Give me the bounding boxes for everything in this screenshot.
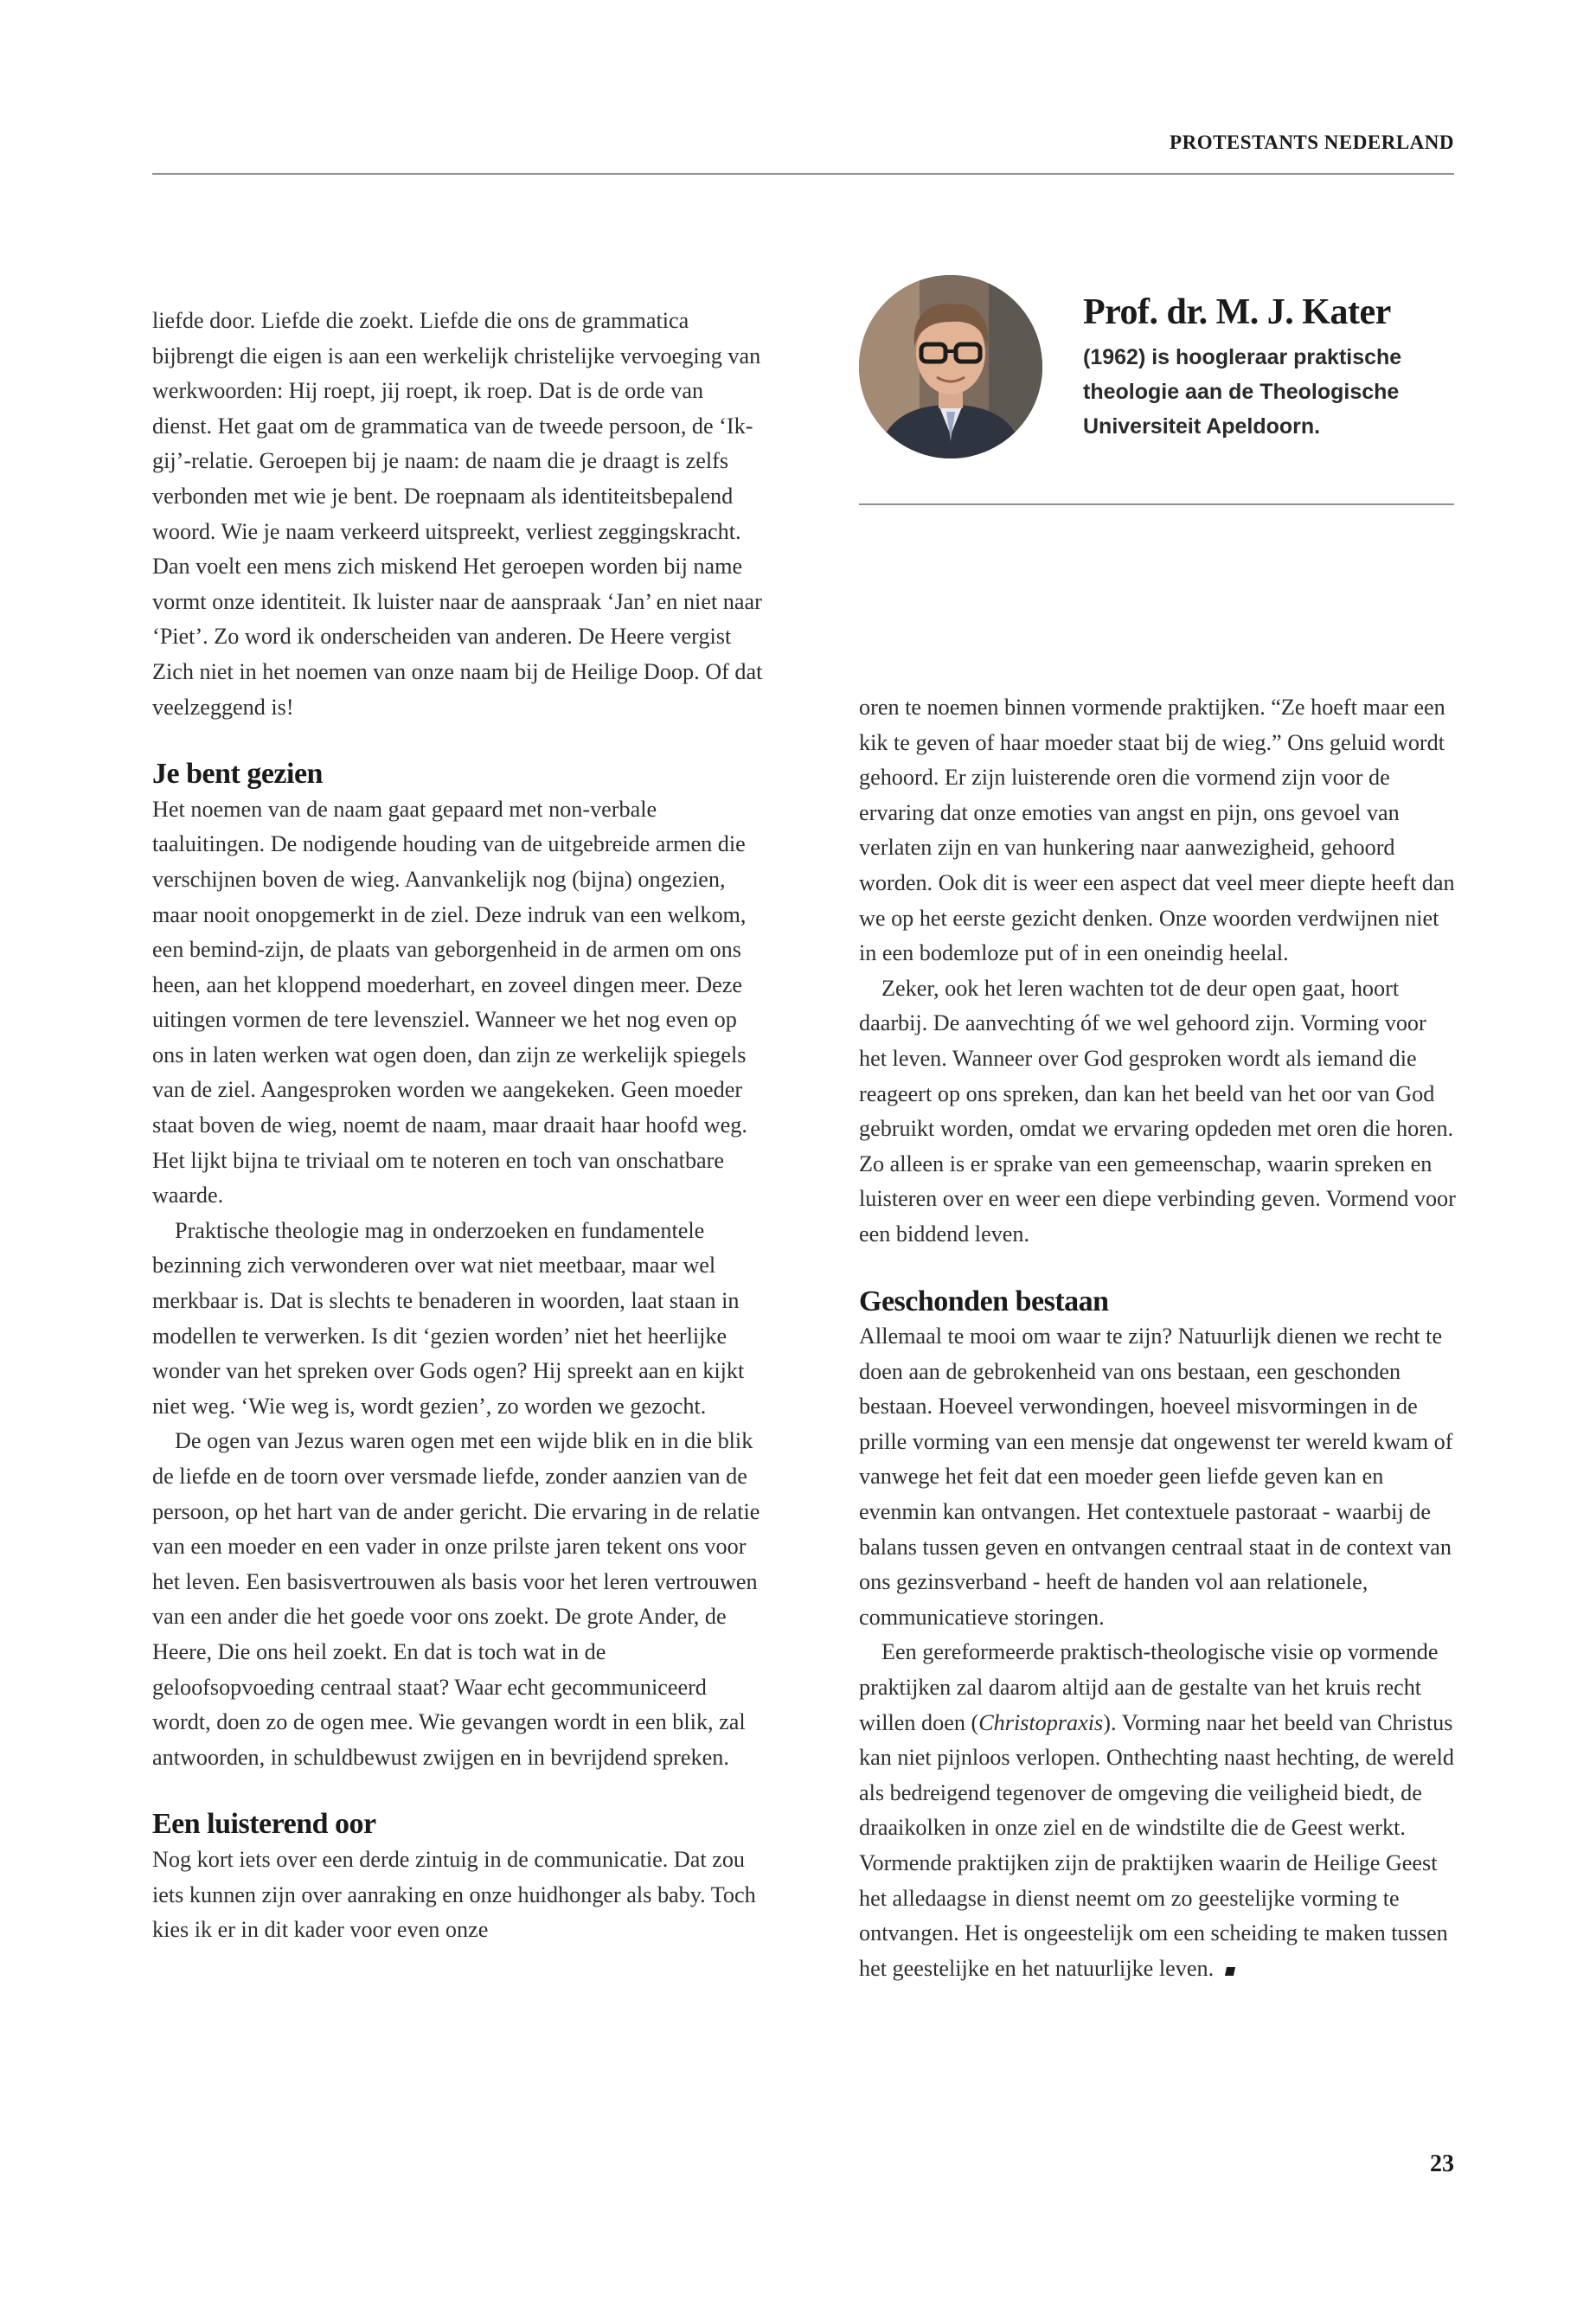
portrait-illustration xyxy=(859,275,1042,458)
paragraph: Praktische theologie mag in onderzoeken en fundamentele bezinning zich verwonderen over wat niet meetbaar, maar wel merkbaar is. Dat is slechts te benaderen in woorden, laat staan in modellen te verwerken. Is dit ‘gezien worden’ niet het heerlijke wonder van het spreken over Gods ogen? Hij spreekt aan en kijkt niet weg. ‘Wie weg is, wordt gezien’, zo worden we gezocht. xyxy=(152,1217,745,1419)
author-name: Prof. dr. M. J. Kater xyxy=(1083,292,1391,332)
author-divider xyxy=(859,503,1454,505)
page-number: 23 xyxy=(1430,2150,1454,2177)
paragraph-text: ). Vorming naar het beeld van Christus kan niet pijnloos verlopen. Onthechting naast hechting, de wereld als bedreigend tegenover de omgeving die veiligheid biedt, de draaikolken in onze ziel en de windstilte die de Geest werkt. Vormende praktijken zijn de praktijken waarin de Heilige Geest het alledaagse in dienst neemt om zo geestelijke vorming te ontvangen. Het is ongeestelijk om een scheiding te maken tussen het geestelijke en het natuurlijke leven. xyxy=(859,1709,1454,1981)
paragraph: De ogen van Jezus waren ogen met een wijde blik en in die blik de liefde en de toorn over versmade liefde, zonder aanzien van de persoon, op het hart van de ander gericht. Die ervaring in de relatie van een moeder en een vader in onze prilste jaren tekent ons voor het leven. Een basisvertrouwen als basis voor het leren vertrouwen van een ander die het goede voor ons zoekt. De grote Ander, de Heere, Die ons heil zoekt. En dat is toch wat in de geloofsopvoeding centraal staat? Waar echt gecommuniceerd wordt, doen zo de ogen mee. Wie gevangen wordt in een blik, zal antwoorden, in schuldbewust zwijgen en in bevrijdend spreken. xyxy=(152,1428,760,1770)
paragraph: Het noemen van de naam gaat gepaard met non-verbale taaluitingen. De nodigende houding van de uitgebreide armen die verschijnen boven de wieg. Aanvankelijk nog (bijna) ongezien, maar nooit onopgemerkt in de ziel. Deze indruk van een welkom, een bemind-zijn, de plaats van geborgenheid in de armen om ons heen, aan het kloppend moederhart, en zoveel dingen meer. Deze uitingen vormen de tere levensziel. Wanneer we het nog even op ons in laten werken wat ogen doen, dan zijn ze werkelijk spiegels van de ziel. Aangesproken worden we aangekeken. Geen moeder staat boven de wieg, noemt de naam, maar draait haar hoofd weg. Het lijkt bijna te triviaal om te noteren en toch van onschatbare waarde. xyxy=(152,796,747,1208)
paragraph-text: Een gereformeerde praktisch-theologische visie op vormende praktijken zal daarom altijd aan de gestalte van het kruis recht willen doen ( xyxy=(859,1639,1439,1735)
heading-je-bent-gezien: Je bent gezien xyxy=(152,758,323,791)
paragraph: Nog kort iets over een derde zintuig in de communicatie. Dat zou iets kunnen zijn over aanraking en onze huidhonger als baby. Toch kies ik er in dit kader voor even onze xyxy=(152,1846,756,1943)
right-column xyxy=(859,690,1456,1986)
section-header: PROTESTANTS NEDERLAND xyxy=(1170,131,1454,153)
paragraph: Allemaal te mooi om waar te zijn? Natuurlijk dienen we recht te doen aan de gebrokenheid van ons bestaan, een geschonden bestaan. Hoeveel verwondingen, hoeveel misvormingen in de prille vorming van een mensje dat ongewenst ter wereld kwam of vanwege het feit dat een moeder geen liefde geven kan en evenmin kan ontvangen. Het contextuele pastoraat - waarbij de balans tussen geven en ontvangen centraal staat in de context van ons gezinsverband - heeft de handen vol aan relationele, communicatieve storingen. xyxy=(859,1324,1453,1630)
end-of-article-icon xyxy=(1225,1967,1235,1976)
author-bio: (1962) is hoogleraar praktische theologie aan de Theologische Universiteit Apeldoorn. xyxy=(1083,345,1402,439)
author-portrait xyxy=(859,275,1042,458)
emphasis-christopraxis: Christopraxis xyxy=(978,1709,1104,1735)
header-divider xyxy=(152,173,1454,175)
left-column xyxy=(152,304,765,1948)
paragraph: Zeker, ook het leren wachten tot de deur open gaat, hoort daarbij. De aanvechting óf we wel gehoord zijn. Vorming voor het leven. Wanneer over God gesproken wordt als iemand die reageert op ons spreken, dan kan het beeld van het oor van God gebruikt worden, omdat we ervaring opdeden met oren die horen. Zo alleen is er sprake van een gemeenschap, waarin spreken en luisteren over en weer een diepe verbinding geven. Vormend voor een biddend leven. xyxy=(859,975,1456,1247)
intro-paragraph: liefde door. Liefde die zoekt. Liefde die ons de grammatica bijbrengt die eigen is aan een werkelijk christelijke vervoeging van werkwoorden: Hij roept, jij roept, ik roep. Dat is de orde van dienst. Het gaat om de grammatica van de tweede persoon, de ‘Ik-gij’-relatie. Geroepen bij je naam: de naam die je draagt is zelfs verbonden met wie je bent. De roepnaam als identiteitsbepalend woord. Wie je naam verkeerd uitspreekt, verliest zeggingskracht. Dan voelt een mens zich miskend Het geroepen worden bij name vormt onze identiteit. Ik luister naar de aanspraak ‘Jan’ en niet naar ‘Piet’. Zo word ik onderscheiden van anderen. De Heere vergist Zich niet in het noemen van onze naam bij de Heilige Doop. Of dat veelzeggend is! xyxy=(152,308,763,720)
heading-geschonden-bestaan: Geschonden bestaan xyxy=(859,1285,1109,1317)
closing-paragraph xyxy=(859,1635,1456,1986)
heading-een-luisterend-oor: Een luisterend oor xyxy=(152,1808,376,1841)
paragraph: oren te noemen binnen vormende praktijken. “Ze hoeft maar een kik te geven of haar moeder staat bij de wieg.” Ons geluid wordt gehoord. Er zijn luisterende oren die vormend zijn voor de ervaring dat onze emoties van angst en pijn, ons gevoel van verlaten zijn en van hunkering naar aanwezigheid, gehoord worden. Ook dit is weer een aspect dat veel meer diepte heeft dan we op het eerste gezicht denken. Onze woorden verdwijnen niet in een bodemloze put of in een oneindig heelal. xyxy=(859,695,1455,966)
